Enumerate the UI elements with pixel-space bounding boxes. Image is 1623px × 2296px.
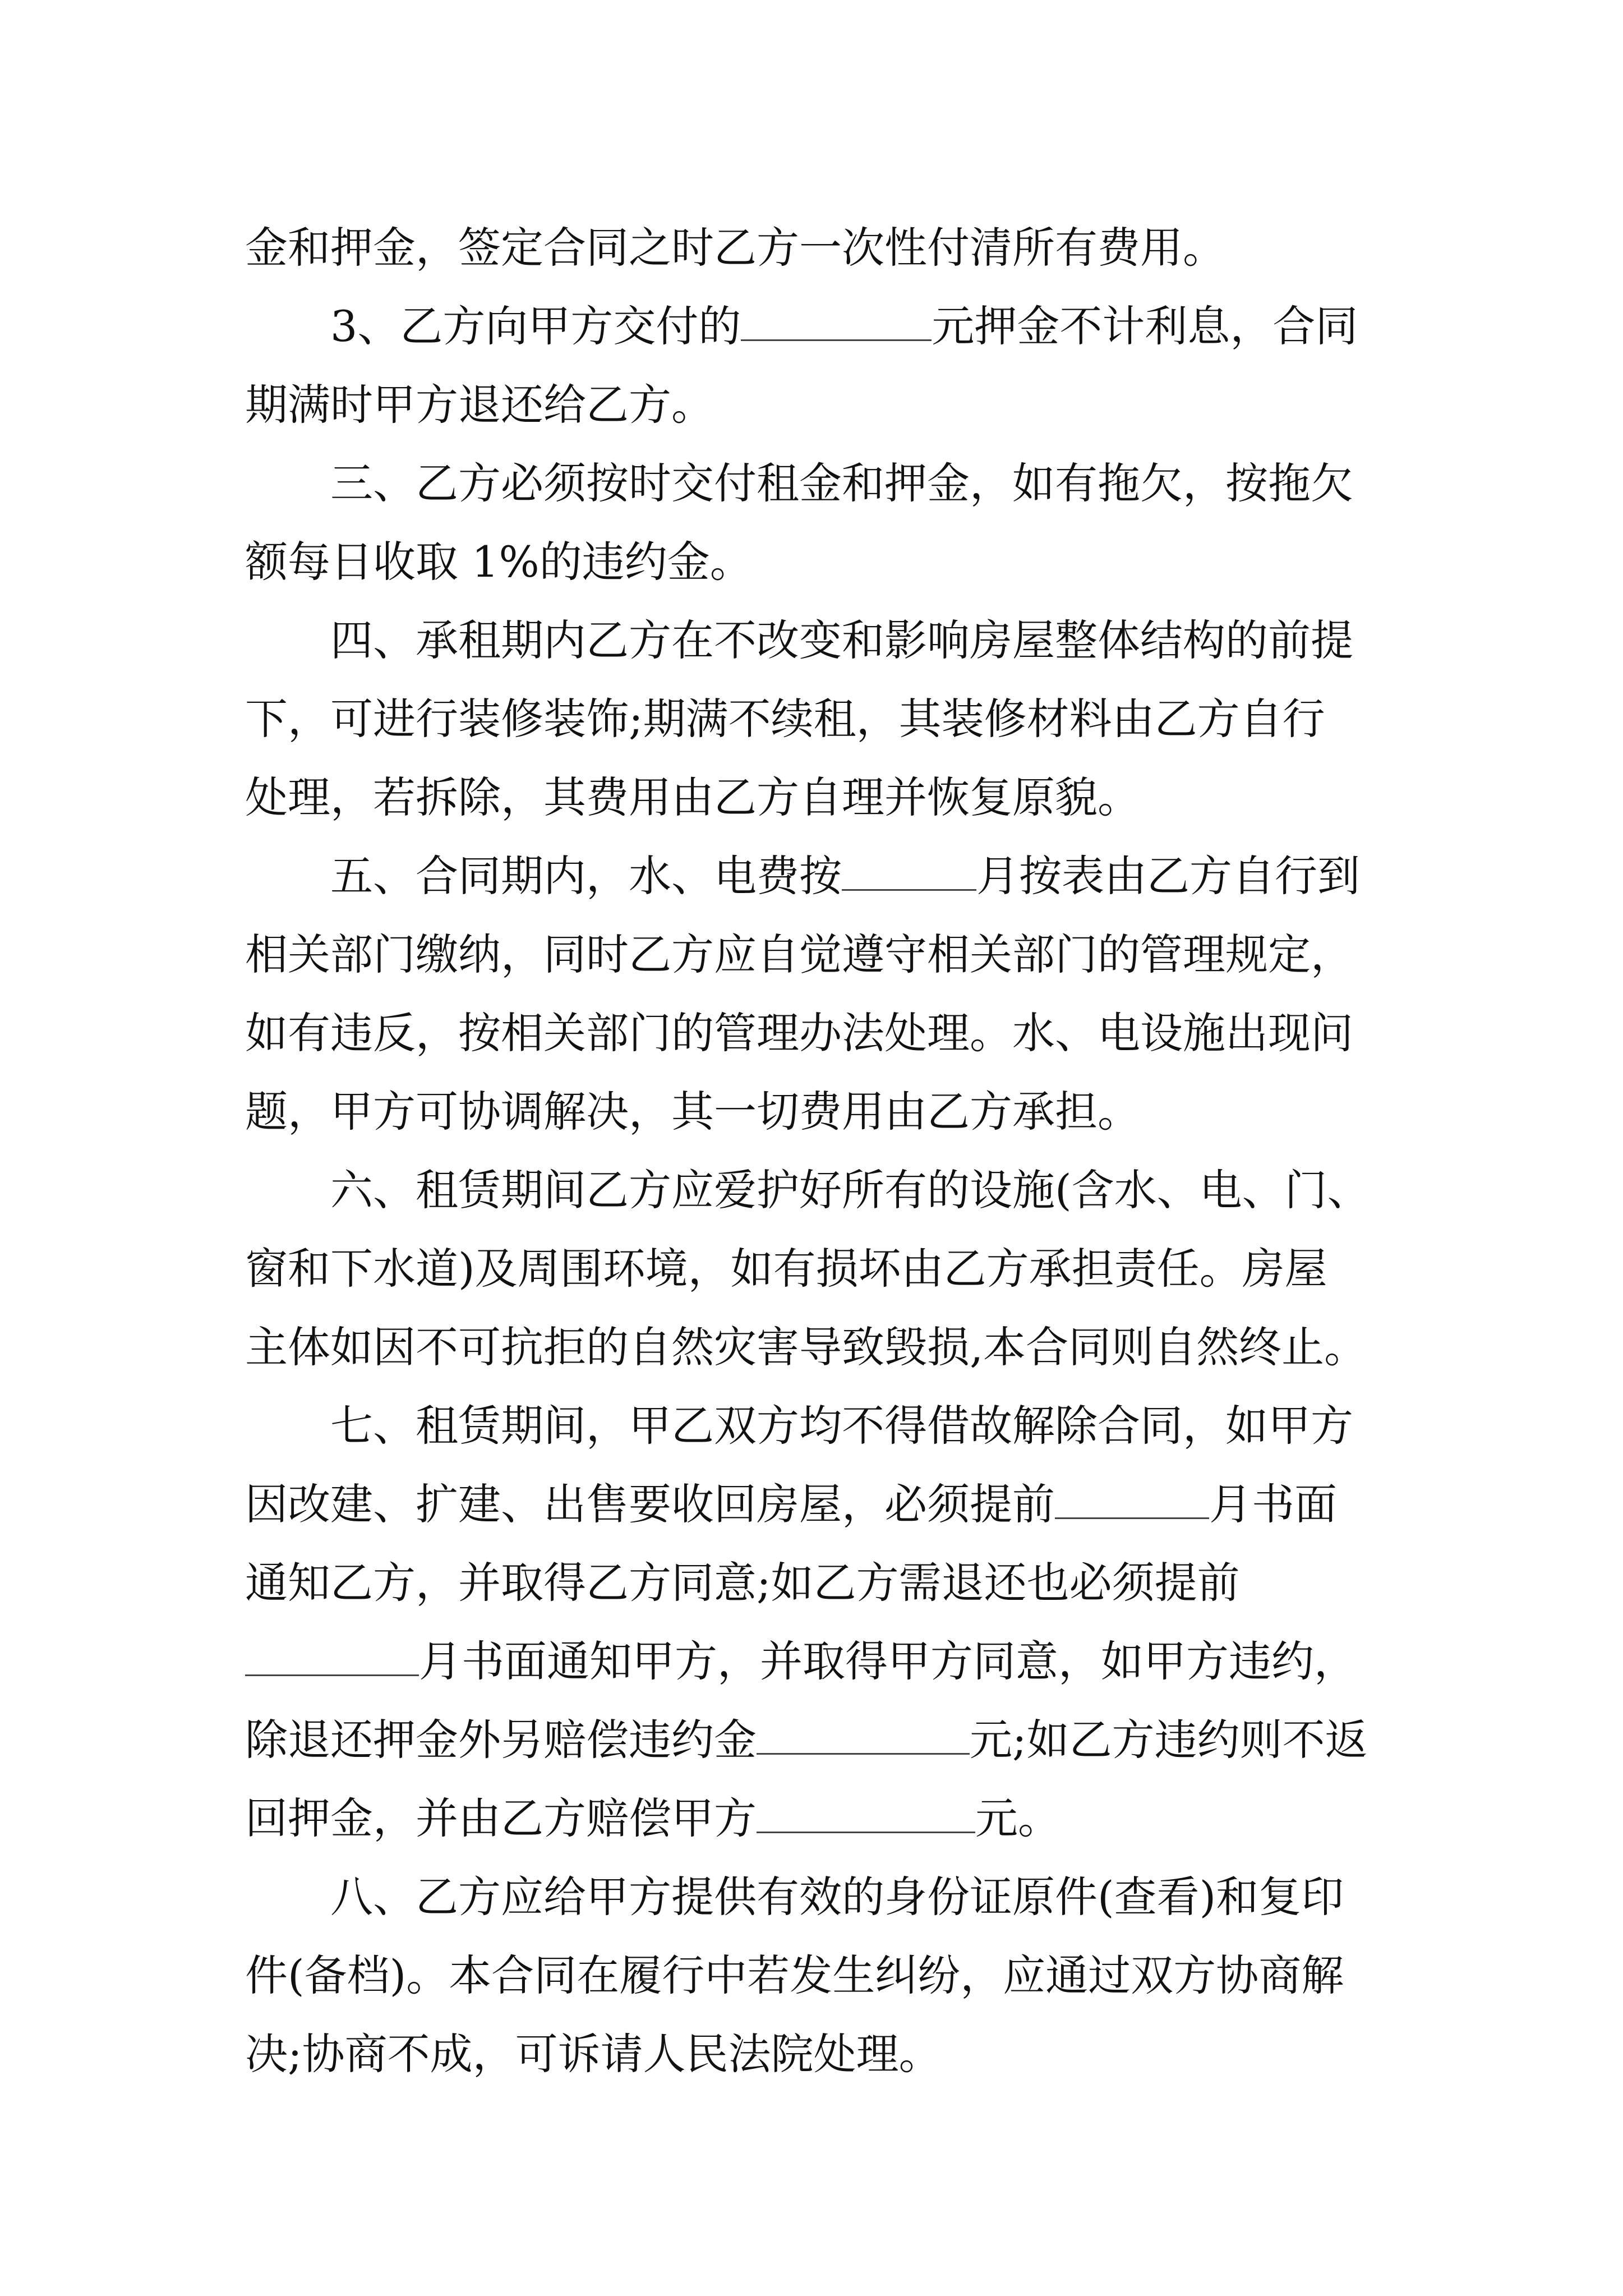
paragraph-line: [245, 287, 1389, 366]
billing-period-blank: [842, 854, 976, 891]
text-fragment: 元;如乙方违约则不返: [970, 1715, 1368, 1765]
landlord-notice-months-blank: [1055, 1483, 1209, 1519]
text-fragment: 月书面: [1209, 1479, 1337, 1529]
text-fragment: 月书面通知甲方，并取得甲方同意，如甲方违约，: [419, 1636, 1357, 1686]
paragraph-line: 相关部门缴纳，同时乙方应自觉遵守相关部门的管理规定，: [245, 930, 1353, 979]
paragraph-line: 三、乙方必须按时交付租金和押金，如有拖欠，按拖欠: [330, 458, 1353, 508]
text-fragment: 回押金，并由乙方赔偿甲方: [245, 1793, 757, 1843]
deposit-amount-blank: [741, 305, 932, 341]
paragraph-line: 处理，若拆除，其费用由乙方自理并恢复原貌。: [245, 772, 1140, 822]
paragraph-line: 主体如因不可抗拒的自然灾害导致毁损,本合同则自然终止。: [245, 1322, 1367, 1372]
text-fragment: 元。: [975, 1793, 1061, 1843]
paragraph-line: 下，可进行装修装饰;期满不续租，其装修材料由乙方自行: [245, 694, 1325, 744]
text-fragment: 除退还押金外另赔偿违约金: [245, 1715, 757, 1765]
paragraph-line: 决;协商不成，可诉请人民法院处理。: [245, 2029, 942, 2079]
text-fragment: 因改建、扩建、出售要收回房屋，必须提前: [245, 1479, 1055, 1529]
paragraph-line: 六、租赁期间乙方应爱护好所有的设施(含水、电、门、: [330, 1165, 1370, 1215]
paragraph-line: 窗和下水道)及周围环境，如有损坏由乙方承担责任。房屋: [245, 1244, 1327, 1294]
text-fragment: 五、合同期内，水、电费按: [330, 851, 842, 901]
contract-body: [245, 209, 1389, 2093]
text-fragment: 月按表由乙方自行到: [976, 851, 1360, 901]
paragraph-line: 如有违反，按相关部门的管理办法处理。水、电设施出现问: [245, 1008, 1353, 1058]
paragraph-line: 四、承租期内乙方在不改变和影响房屋整体结构的前提: [330, 615, 1353, 665]
paragraph-line: 八、乙方应给甲方提供有效的身份证原件(查看)和复印: [330, 1872, 1344, 1922]
paragraph-line: 题，甲方可协调解决，其一切费用由乙方承担。: [245, 1087, 1140, 1137]
paragraph-line: 七、租赁期间，甲乙双方均不得借故解除合同，如甲方: [330, 1401, 1353, 1451]
paragraph-line: 件(备档)。本合同在履行中若发生纠纷，应通过双方协商解: [245, 1950, 1344, 2000]
text-fragment: 元押金不计利息，合同: [932, 301, 1358, 351]
tenant-notice-months-blank: [245, 1640, 419, 1676]
paragraph-line: [245, 1779, 1389, 1858]
text-fragment: 3、乙方向甲方交付的: [330, 301, 741, 351]
paragraph-line: 通知乙方，并取得乙方同意;如乙方需退还也必须提前: [245, 1558, 1240, 1608]
landlord-penalty-blank: [757, 1718, 970, 1755]
paragraph-line: 金和押金，签定合同之时乙方一次性付清所有费用。: [245, 223, 1225, 273]
paragraph-line: 期满时甲方退还给乙方。: [245, 380, 714, 430]
tenant-compensation-blank: [757, 1797, 975, 1833]
paragraph-line: 额每日收取 1%的违约金。: [245, 537, 753, 587]
paragraph-line: [245, 1701, 1389, 1779]
paragraph-line: [245, 837, 1389, 915]
paragraph-line: [245, 1622, 1389, 1701]
paragraph-line: [245, 1465, 1389, 1544]
